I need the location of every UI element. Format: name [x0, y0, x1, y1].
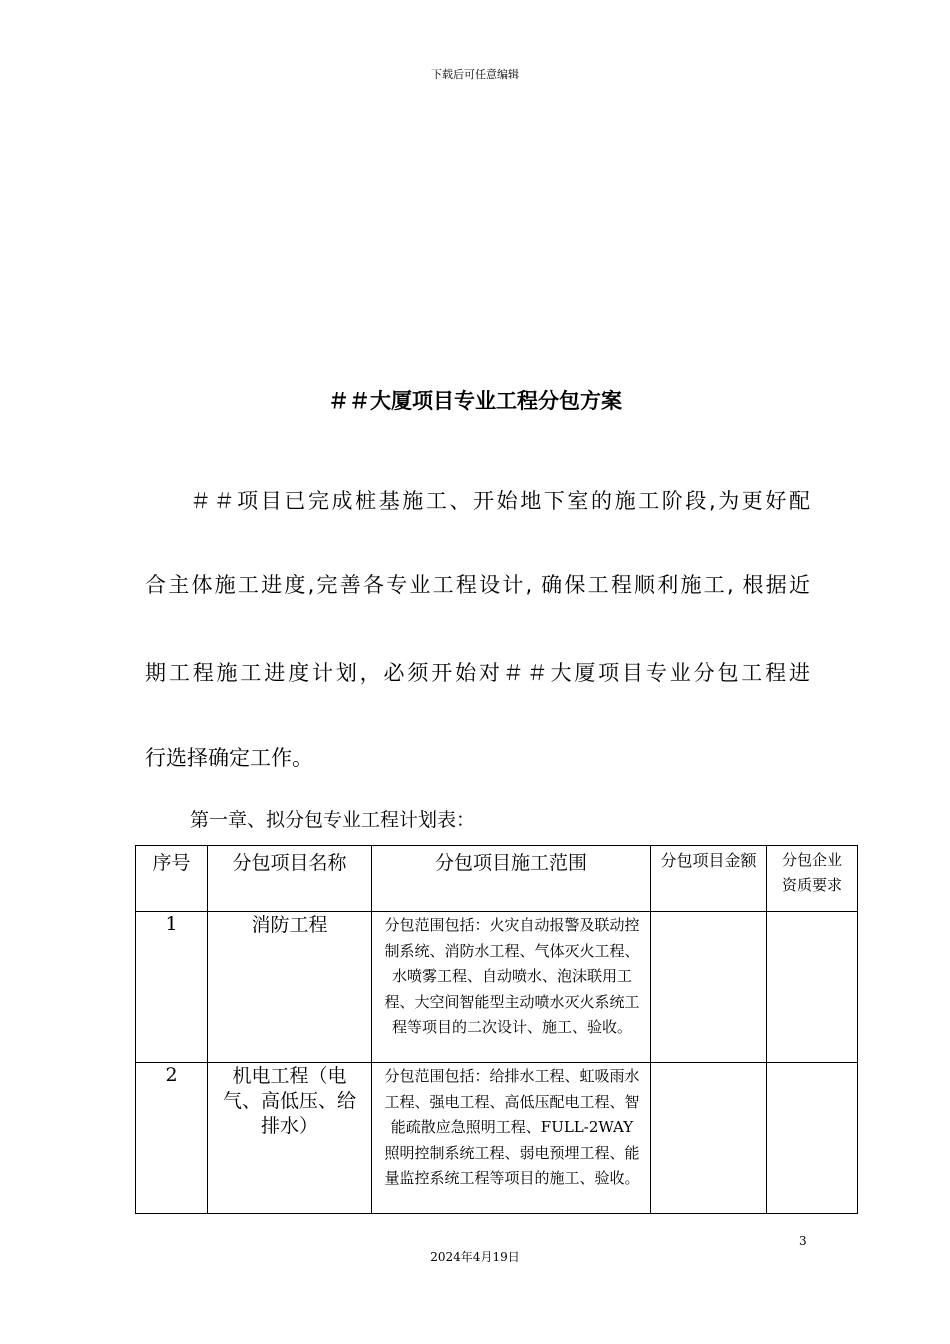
header-amount: 分包项目金额 [651, 846, 767, 912]
row-qualification [767, 1063, 858, 1214]
header-name: 分包项目名称 [208, 846, 372, 912]
row-amount [651, 912, 767, 1063]
row-seq: 1 [136, 912, 208, 1063]
footer-date: 2024年4月19日 [430, 1250, 520, 1264]
table-header-row [136, 846, 858, 912]
header-note: 下载后可任意编辑 [431, 68, 519, 81]
row-scope: 分包范围包括：给排水工程、虹吸雨水工程、强电工程、高低压配电工程、智能疏散应急照明工程、FULL-2WAY照明控制系统工程、弱电预埋工程、能量监控系统工程等项目的施工、验收。 [372, 1063, 651, 1214]
row-qualification [767, 912, 858, 1063]
row-amount [651, 1063, 767, 1214]
table-row [136, 1063, 858, 1214]
header-scope: 分包项目施工范围 [372, 846, 651, 912]
row-scope: 分包范围包括：火灾自动报警及联动控制系统、消防水工程、气体灭火工程、水喷雾工程、自动喷水、泡沫联用工程、大空间智能型主动喷水灭火系统工程等项目的二次设计、施工、验收。 [372, 912, 651, 1063]
intro-line-1: ＃＃项目已完成桩基施工、开始地下室的施工阶段,为更好配 [190, 489, 810, 513]
row-name: 消防工程 [208, 912, 372, 1063]
header-qualification: 分包企业资质要求 [767, 846, 858, 912]
page-number: 3 [799, 1234, 807, 1248]
row-seq: 2 [136, 1063, 208, 1214]
table-row [136, 912, 858, 1063]
intro-line-2: 合主体施工进度,完善各专业工程设计, 确保工程顺利施工, 根据近 [145, 573, 810, 597]
header-seq: 序号 [136, 846, 208, 912]
document-title: ＃＃大厦项目专业工程分包方案 [328, 389, 622, 413]
chapter-heading: 第一章、拟分包专业工程计划表： [190, 809, 476, 831]
subcontract-plan-table [135, 845, 858, 1214]
intro-line-3: 期工程施工进度计划，必须开始对＃＃大厦项目专业分包工程进 [145, 661, 810, 685]
intro-line-4: 行选择确定工作。 [145, 746, 313, 770]
row-name: 机电工程（电气、高低压、给排水） [208, 1063, 372, 1214]
